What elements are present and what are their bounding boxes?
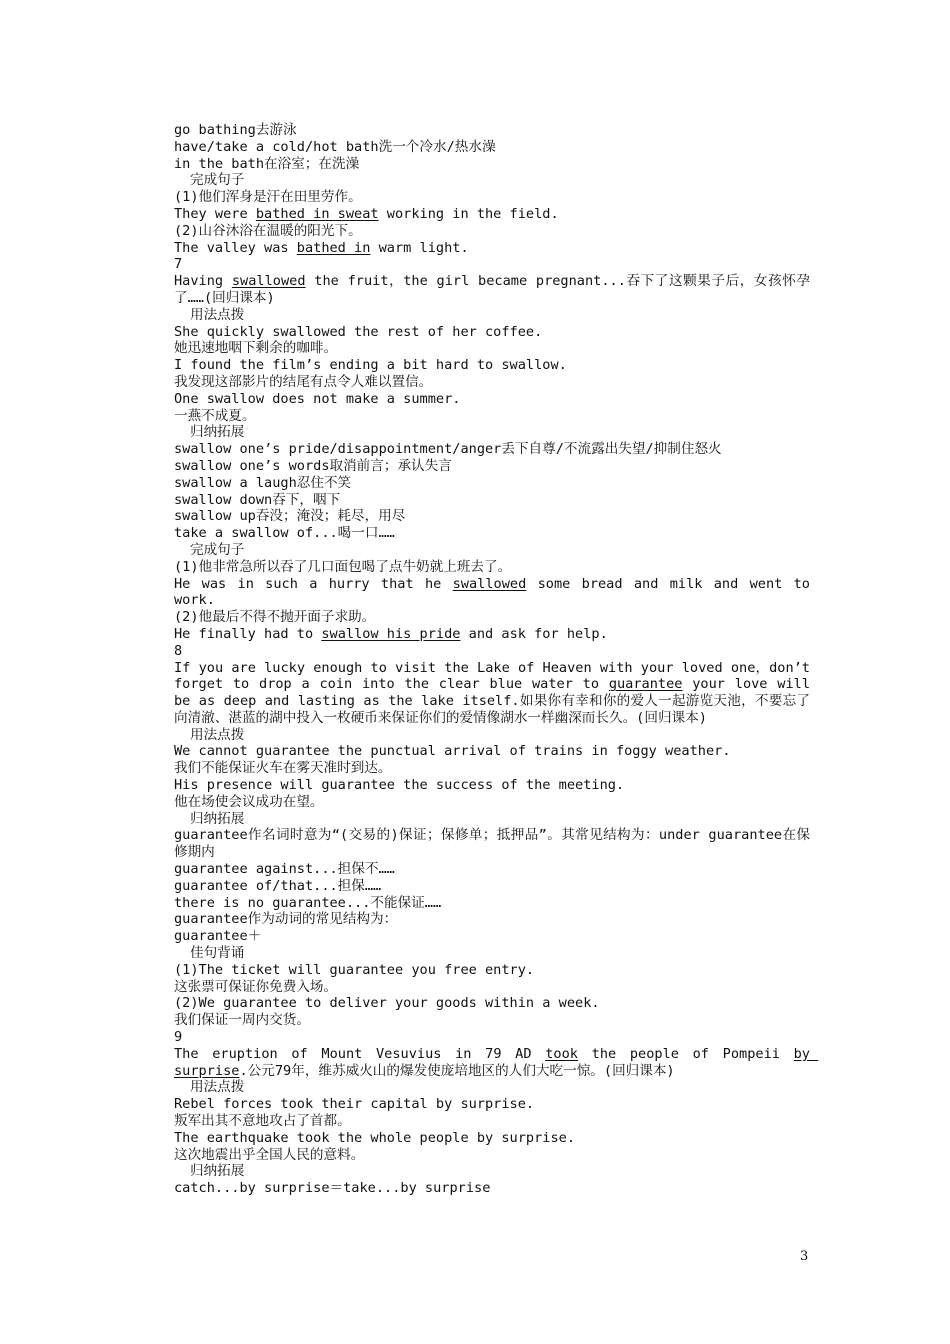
text-segment: 9 bbox=[174, 1029, 183, 1046]
text-line bbox=[140, 659, 819, 727]
text-segment: go bathing去游泳 bbox=[174, 122, 297, 138]
text-line bbox=[140, 374, 810, 391]
text-line bbox=[140, 878, 810, 895]
text-segment: swallow up吞没；淹没；耗尽，用尽 bbox=[174, 508, 406, 525]
text-line bbox=[140, 424, 810, 441]
text-line bbox=[140, 1163, 810, 1180]
text-line bbox=[140, 643, 810, 660]
text-segment: guarantee作名词时意为“(交易的)保证；保修单；抵押品”。其常见结构为：under guarantee在保修期内 bbox=[174, 827, 810, 861]
text-segment: 完成句子 bbox=[190, 172, 245, 189]
text-line bbox=[140, 240, 810, 257]
text-segment: They were bbox=[174, 205, 256, 222]
text-line bbox=[140, 441, 810, 458]
text-segment: 完成句子 bbox=[190, 541, 245, 558]
text-line bbox=[140, 962, 810, 979]
text-line bbox=[140, 945, 810, 962]
text-segment: guarantee against...担保不…… bbox=[174, 861, 395, 878]
text-segment: (1)他非常急所以吞了几口面包喝了点牛奶就上班去了。 bbox=[174, 558, 512, 575]
text-segment: 归纳拓展 bbox=[190, 1163, 245, 1180]
text-segment: working in the field. bbox=[378, 205, 559, 222]
text-segment: swallow one’s words取消前言；承认失言 bbox=[174, 457, 452, 474]
text-segment: guarantee＋ bbox=[174, 928, 262, 945]
text-line bbox=[140, 122, 810, 139]
text-line bbox=[140, 575, 819, 610]
text-line bbox=[140, 995, 810, 1012]
text-line bbox=[140, 727, 810, 744]
text-line bbox=[140, 542, 810, 559]
text-line bbox=[140, 760, 810, 777]
text-segment: guarantee作为动词的常见结构为： bbox=[174, 911, 398, 928]
document-body bbox=[140, 122, 819, 1197]
text-line bbox=[140, 1113, 810, 1130]
text-segment: Rebel forces took their capital by surprise. bbox=[174, 1096, 535, 1113]
text-line bbox=[140, 189, 810, 206]
text-segment: 归纳拓展 bbox=[190, 810, 245, 827]
text-segment: 我们不能保证火车在雾天准时到达。 bbox=[174, 760, 392, 777]
underlined-answer: guarantee bbox=[608, 676, 683, 693]
text-line bbox=[140, 223, 810, 240]
text-segment: The earthquake took the whole people by surprise. bbox=[174, 1129, 576, 1146]
text-line bbox=[140, 559, 810, 576]
text-segment: 用法点拨 bbox=[190, 1079, 245, 1096]
text-segment: 我们保证一周内交货。 bbox=[174, 1012, 310, 1029]
underlined-answer: bathed in bbox=[296, 239, 371, 256]
text-segment: One swallow does not make a summer. bbox=[174, 390, 461, 407]
text-line bbox=[140, 777, 810, 794]
text-line bbox=[140, 340, 810, 357]
text-segment: 这次地震出乎全国人民的意料。 bbox=[174, 1146, 365, 1163]
text-line bbox=[140, 139, 810, 156]
text-line bbox=[140, 458, 810, 475]
text-segment: 佳句背诵 bbox=[190, 945, 245, 962]
text-line bbox=[140, 827, 810, 861]
text-line bbox=[140, 794, 810, 811]
text-segment: 我发现这部影片的结尾有点令人难以置信。 bbox=[174, 373, 433, 390]
text-line bbox=[140, 1147, 810, 1164]
text-line bbox=[140, 1180, 810, 1197]
text-segment: there is no guarantee...不能保证…… bbox=[174, 894, 442, 911]
text-segment: warm light. bbox=[370, 239, 469, 256]
text-segment: His presence will guarantee the success of the meeting. bbox=[174, 777, 625, 794]
text-line bbox=[140, 1130, 810, 1147]
text-line bbox=[140, 156, 810, 173]
text-segment: If you are lucky enough to visit the Lake of Heaven with your loved one，don’t forget to drop a coin into the clear blue water to bbox=[174, 659, 819, 693]
text-segment: catch...by surprise＝take...by surprise bbox=[174, 1180, 491, 1197]
text-segment: 归纳拓展 bbox=[190, 424, 245, 441]
text-line bbox=[140, 979, 810, 996]
text-line bbox=[140, 1045, 819, 1080]
underlined-answer: swallowed bbox=[231, 273, 306, 290]
text-segment: (1)他们浑身是汗在田里劳作。 bbox=[174, 189, 362, 206]
text-line bbox=[140, 273, 810, 307]
text-segment: 她迅速地咽下剩余的咖啡。 bbox=[174, 340, 338, 357]
text-segment: some bread and milk and went to work. bbox=[174, 575, 819, 609]
text-segment: (2)他最后不得不抛开面子求助。 bbox=[174, 609, 376, 626]
text-segment: the fruit，the girl became pregnant...吞下了这颗果子后，女孩怀孕了……(回归课本) bbox=[174, 273, 810, 306]
page-number: 3 bbox=[800, 1249, 809, 1264]
text-line bbox=[140, 172, 810, 189]
underlined-answer: swallowed bbox=[452, 575, 527, 592]
text-segment: (2)We guarantee to deliver your goods within a week. bbox=[174, 995, 600, 1012]
text-line bbox=[140, 525, 810, 542]
text-line bbox=[140, 206, 810, 223]
text-segment: She quickly swallowed the rest of her coffee. bbox=[174, 323, 543, 340]
underlined-answer: took bbox=[545, 1045, 578, 1062]
underlined-answer: bathed in sweat bbox=[255, 205, 379, 222]
text-segment: 8 bbox=[174, 642, 183, 659]
text-line bbox=[140, 609, 810, 626]
text-segment: guarantee of/that...担保…… bbox=[174, 877, 382, 894]
text-line bbox=[140, 324, 810, 341]
text-line bbox=[140, 307, 810, 324]
text-segment: 7 bbox=[174, 256, 183, 273]
text-segment: 他在场使会议成功在望。 bbox=[174, 793, 324, 810]
text-line bbox=[140, 811, 810, 828]
text-line bbox=[140, 928, 810, 945]
text-line bbox=[140, 357, 810, 374]
text-line bbox=[140, 475, 810, 492]
text-segment: Having bbox=[174, 273, 232, 290]
text-segment: have/take a cold/hot bath洗一个冷水/热水澡 bbox=[174, 138, 496, 155]
text-segment: 这张票可保证你免费入场。 bbox=[174, 978, 338, 995]
text-segment: .公元79年，维苏威火山的爆发使庞培地区的人们大吃一惊。(回归课本) bbox=[239, 1062, 675, 1079]
text-segment: 叛军出其不意地攻占了首都。 bbox=[174, 1113, 351, 1130]
text-segment: the people of Pompeii bbox=[577, 1045, 794, 1062]
text-line bbox=[140, 408, 810, 425]
underlined-answer: swallow his pride bbox=[321, 625, 461, 642]
text-segment: 用法点拨 bbox=[190, 306, 245, 323]
text-segment: 一燕不成夏。 bbox=[174, 407, 256, 424]
text-line bbox=[140, 1079, 810, 1096]
text-line bbox=[140, 1096, 810, 1113]
text-segment: your love will be as deep and lasting as the lake itself.如果你有幸和你的爱人一起游览天池，不要忘了向清澈、湛蓝的湖中投入一枚硬币来保证你们的爱情像湖水一样幽深而长久。(回归课本) bbox=[174, 676, 819, 726]
text-segment: We cannot guarantee the punctual arrival of trains in foggy weather. bbox=[174, 743, 731, 760]
text-line bbox=[140, 391, 810, 408]
text-line bbox=[140, 911, 810, 928]
text-segment: and ask for help. bbox=[460, 625, 608, 642]
text-segment: I found the film’s ending a bit hard to swallow. bbox=[174, 357, 567, 374]
text-segment: He was in such a hurry that he bbox=[174, 575, 453, 592]
text-segment: swallow one’s pride/disappointment/anger丢下自尊/不流露出失望/抑制住怒火 bbox=[174, 441, 722, 458]
text-line bbox=[140, 256, 810, 273]
text-segment: He finally had to bbox=[174, 625, 322, 642]
text-line bbox=[140, 626, 810, 643]
text-line bbox=[140, 1029, 810, 1046]
text-line bbox=[140, 895, 810, 912]
text-line bbox=[140, 508, 810, 525]
text-segment: (1)The ticket will guarantee you free entry. bbox=[174, 961, 535, 978]
text-segment: The eruption of Mount Vesuvius in 79 AD bbox=[174, 1045, 546, 1062]
text-line bbox=[140, 1012, 810, 1029]
text-segment: 用法点拨 bbox=[190, 726, 245, 743]
text-segment: take a swallow of...喝一口…… bbox=[174, 525, 395, 542]
text-segment: in the bath在浴室；在洗澡 bbox=[174, 155, 360, 172]
text-line bbox=[140, 861, 810, 878]
text-segment: The valley was bbox=[174, 239, 297, 256]
text-line bbox=[140, 743, 810, 760]
underlined-answer: by surprise bbox=[174, 1045, 819, 1079]
text-segment: swallow down吞下，咽下 bbox=[174, 491, 341, 508]
text-segment: swallow a laugh忍住不笑 bbox=[174, 474, 352, 491]
text-segment: (2)山谷沐浴在温暖的阳光下。 bbox=[174, 222, 362, 239]
text-line bbox=[140, 492, 810, 509]
